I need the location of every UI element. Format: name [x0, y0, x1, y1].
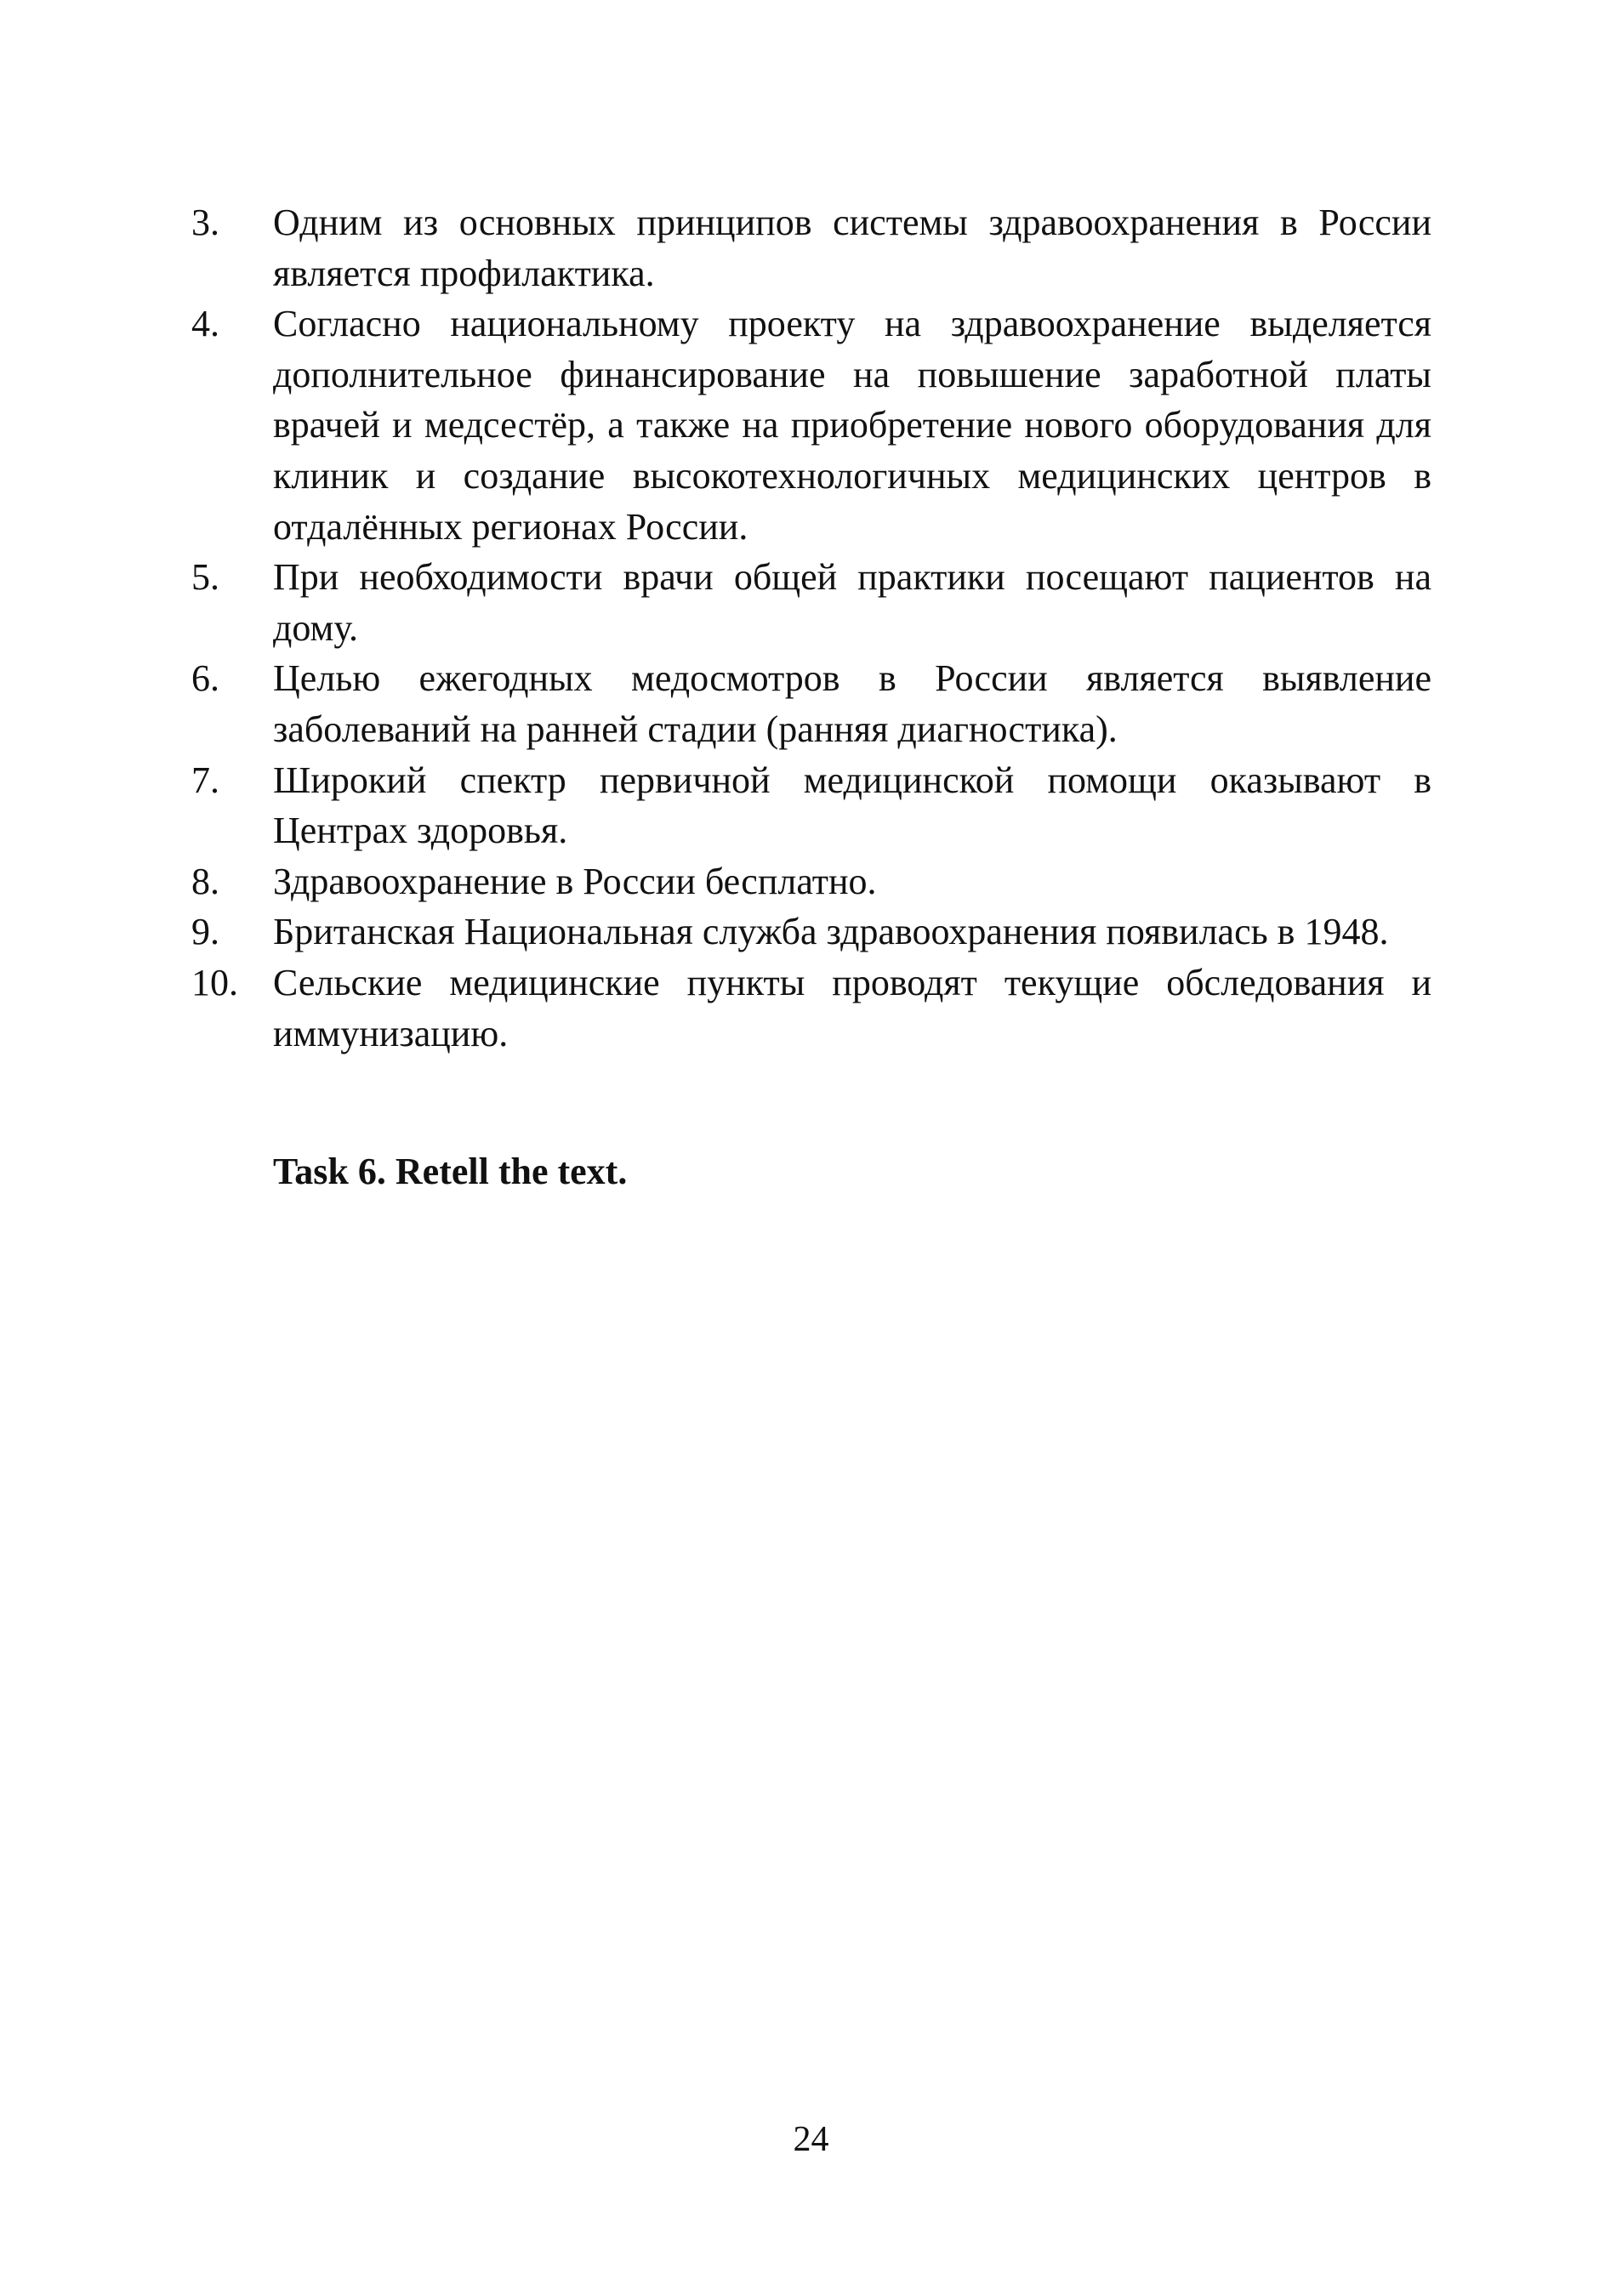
- list-item: [191, 906, 1431, 958]
- list-item: [191, 755, 1431, 856]
- list-item: [191, 856, 1431, 907]
- list-item: [191, 653, 1431, 754]
- item-number: 6.: [191, 657, 219, 700]
- item-text: Британская Национальная служба здравоохранения появилась в 1948.: [273, 911, 1389, 953]
- item-number: 8.: [191, 860, 219, 902]
- item-number: 10.: [191, 961, 238, 1003]
- page-number: 24: [793, 2120, 829, 2159]
- item-number: 7.: [191, 759, 219, 801]
- item-number: 4.: [191, 303, 219, 345]
- list-item: [191, 958, 1431, 1059]
- item-text: Широкий спектр первичной медицинской помощи оказывают в Центрах здоровья.: [273, 759, 1431, 852]
- task-heading: Task 6. Retell the text.: [273, 1151, 628, 1192]
- item-text: Одним из основных принципов системы здравоохранения в России является профилактика.: [273, 202, 1431, 294]
- item-text: При необходимости врачи общей практики посещают пациентов на дому.: [273, 556, 1431, 649]
- item-text: Сельские медицинские пункты проводят текущие обследования и иммунизацию.: [273, 961, 1431, 1054]
- list-item: [191, 298, 1431, 552]
- list-item: [191, 552, 1431, 653]
- item-number: 5.: [191, 556, 219, 599]
- item-number: 9.: [191, 911, 219, 953]
- item-text: Здравоохранение в России бесплатно.: [273, 860, 877, 902]
- item-text: Согласно национальному проекту на здравоохранение выделяется дополнительное финансирование на повышение заработной платы врачей и медсестёр, а также на приобретение нового оборудования для клиник и создание высокотехнологичных медицинских центров в отдалённых регионах России.: [273, 303, 1431, 548]
- item-number: 3.: [191, 202, 219, 243]
- list-item: [191, 197, 1431, 298]
- numbered-list: [191, 197, 1431, 1059]
- item-text: Целью ежегодных медосмотров в России является выявление заболеваний на ранней стадии (ранняя диагностика).: [273, 657, 1431, 750]
